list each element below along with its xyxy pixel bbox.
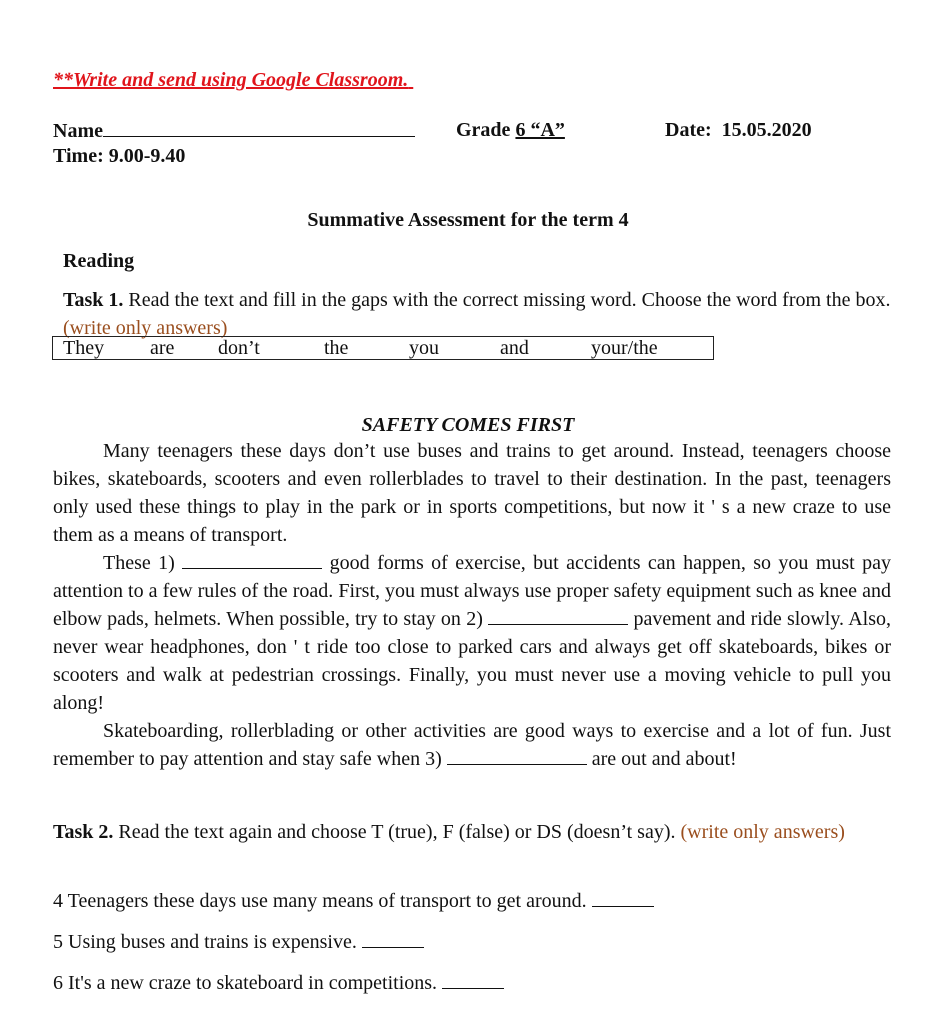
date-label: Date: — [665, 119, 712, 141]
name-field — [53, 116, 415, 145]
word-box-item: They — [63, 337, 105, 359]
answer-blank[interactable] — [362, 929, 424, 948]
gap-3-blank[interactable] — [447, 746, 587, 765]
gap-1-blank[interactable] — [182, 550, 322, 569]
task2-text: Read the text again and choose T (true), F (false) or DS (doesn’t say). — [118, 821, 676, 843]
task1-text: Read the text and fill in the gaps with the correct missing word. Choose the word from the box. — [128, 289, 891, 311]
task1-label: Task 1. — [63, 289, 124, 311]
story-p3-part2: are out and about! — [591, 748, 737, 770]
story-paragraph-3 — [53, 717, 891, 773]
word-box-item: don’t — [218, 337, 260, 359]
story-p3-part1: Skateboarding, rollerblading or other activities are good ways to exercise and a lot of fun. Just remember to pay attention and stay safe when 3) — [53, 720, 891, 770]
time-field: Time: 9.00-9.40 — [53, 145, 186, 167]
question-text: 5 Using buses and trains is expensive. — [53, 931, 357, 953]
word-box-item: you — [409, 337, 439, 359]
story-title: SAFETY COMES FIRST — [361, 414, 575, 436]
grade-field — [456, 116, 565, 144]
task2-note: (write only answers) — [680, 821, 845, 843]
grade-label: Grade — [456, 119, 511, 141]
story-paragraph-1: Many teenagers these days don’t use buses and trains to get around. Instead, teenagers choose bikes, skateboards, scooters and even rollerblades to travel to their destination. In the past, teenagers only used these things to play in the park or in sports competitions, but now it ' s a new craze to use them as a means of transport. — [53, 440, 891, 546]
page-title: Summative Assessment for the term 4 — [307, 209, 629, 231]
section-heading: Reading — [63, 250, 135, 272]
word-box-item: your/the — [591, 337, 658, 359]
question-text: 6 It's a new craze to skateboard in competitions. — [53, 972, 438, 994]
task2-label: Task 2. — [53, 821, 114, 843]
date-value: 15.05.2020 — [721, 119, 812, 141]
story-p2-part1: These 1) — [103, 552, 175, 574]
word-box-item: are — [150, 337, 175, 359]
answer-blank[interactable] — [442, 970, 504, 989]
notice-banner — [53, 66, 413, 94]
date-field — [665, 116, 812, 144]
story-p2-part2: good forms of exercise, but accidents can happen, so you must pay attention to a few rules of the road. First, you must always use proper safety equipment such as knee and elbow pads, helmets. When possible, try to stay on 2) — [53, 552, 892, 630]
question-6 — [53, 969, 504, 997]
word-box-item: the — [324, 337, 349, 359]
name-blank — [103, 116, 415, 137]
grade-value: 6 “A” — [515, 119, 565, 141]
story-paragraph-2 — [53, 549, 891, 717]
word-box — [52, 336, 714, 360]
task2-instructions — [53, 818, 891, 846]
answer-blank[interactable] — [592, 888, 654, 907]
question-text: 4 Teenagers these days use many means of transport to get around. — [53, 890, 587, 912]
name-label: Name — [53, 120, 103, 142]
story-body — [53, 437, 891, 773]
question-5 — [53, 928, 424, 956]
task1-note: (write only answers) — [63, 317, 228, 339]
story-p2-part3: pavement and ride slowly. Also, never wear headphones, don ' t ride too close to parked cars and always get off skateboards, bikes or scooters and walk at pedestrian crossings. Finally, you must never use a moving vehicle to pull you along! — [53, 608, 891, 714]
task1-instructions — [63, 286, 893, 342]
notice-text: **Write and send using Google Classroom. — [53, 69, 409, 91]
gap-2-blank[interactable] — [488, 606, 628, 625]
word-box-item: and — [500, 337, 529, 359]
question-4 — [53, 887, 654, 915]
